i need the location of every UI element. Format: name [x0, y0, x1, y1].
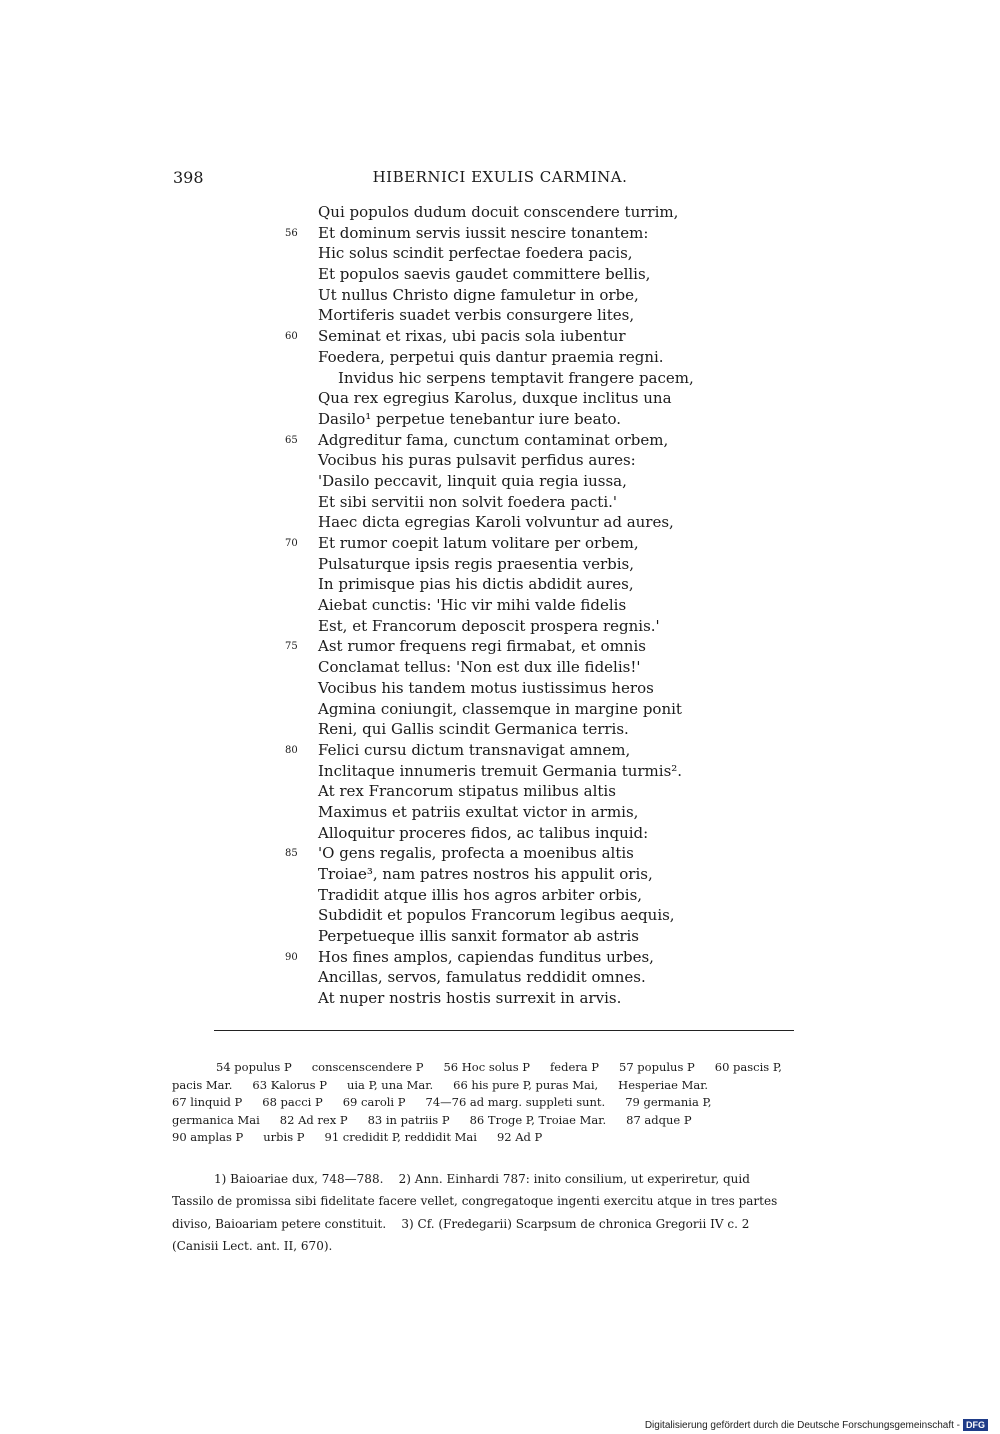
verse-text: 'O gens regalis, profecta a moenibus altis	[318, 844, 634, 863]
verse-text: Dasilo¹ perpetue tenebantur iure beato.	[318, 409, 622, 428]
verse-line	[318, 595, 738, 616]
verse-number: 80	[285, 744, 298, 756]
verse-line	[318, 905, 738, 926]
verse-line	[318, 202, 738, 223]
verse-line	[318, 885, 738, 906]
verse-text: Ast rumor frequens regi firmabat, et omnis	[318, 637, 646, 656]
dfg-logo: DFG	[963, 1419, 988, 1431]
apparatus-line	[172, 1059, 840, 1077]
verse-text: Est, et Francorum deposcit prospera regnis.'	[318, 616, 660, 635]
verse-number: 75	[285, 641, 298, 653]
verse-line	[318, 554, 738, 575]
apparatus-entry: 66 his pure P, puras Mai,	[453, 1077, 599, 1092]
footnote-line: 1) Baioariae dux, 748—788. 2) Ann. Einhardi 787: inito consilium, ut experiretur, quid	[214, 1172, 750, 1186]
verse-text: Ancillas, servos, famulatus reddidit omnes.	[318, 968, 646, 987]
apparatus-entry: 82 Ad rex P	[279, 1112, 348, 1127]
verse-line	[285, 223, 738, 244]
footnote-rule	[214, 1030, 794, 1031]
verse-text: Aiebat cunctis: 'Hic vir mihi valde fidelis	[318, 596, 627, 615]
verse-text: In primisque pias his dictis abdidit aures,	[318, 575, 634, 594]
verse-text: Perpetueque illis sanxit formator ab astris	[318, 927, 639, 946]
verse-number: 60	[285, 331, 298, 343]
verse-text: 'Dasilo peccavit, linquit quia regia iussa,	[318, 471, 627, 490]
verse-line	[318, 492, 738, 513]
verse-line	[318, 471, 738, 492]
verse-text: Et rumor coepit latum volitare per orbem,	[318, 534, 639, 552]
apparatus-entry: 60 pascis P,	[714, 1060, 782, 1074]
verse-line	[285, 430, 738, 451]
verse-line	[318, 699, 738, 720]
verse-text: Hic solus scindit perfectae foedera pacis,	[318, 244, 633, 263]
apparatus-entry: pacis Mar.	[172, 1077, 233, 1092]
apparatus-entry: 79 germania P,	[625, 1095, 712, 1110]
verse-number: 56	[285, 227, 298, 239]
verse-text: Pulsaturque ipsis regis praesentia verbis,	[318, 554, 634, 573]
poem-text	[285, 202, 738, 1009]
verse-text: Hos fines amplos, capiendas funditus urbes,	[318, 947, 654, 966]
verse-line	[318, 388, 738, 409]
apparatus-entry: 54 populus P	[216, 1060, 292, 1074]
apparatus-entry: 90 amplas P	[172, 1130, 244, 1145]
verse-line	[318, 243, 738, 264]
verse-text: Foedera, perpetui quis dantur praemia regni.	[318, 347, 664, 366]
verse-text: Troiae³, nam patres nostros his appulit oris,	[318, 865, 653, 883]
verse-text: Seminat et rixas, ubi pacis sola iubentur	[318, 327, 626, 346]
apparatus-entry: uia P, una Mar.	[346, 1077, 434, 1092]
apparatus-entry: 56 Hoc solus P	[443, 1060, 531, 1074]
verse-number: 70	[285, 538, 298, 549]
verse-text: Qui populos dudum docuit conscendere turrim,	[318, 203, 679, 221]
verse-number: 90	[285, 951, 298, 963]
verse-line	[318, 864, 738, 885]
digitization-credit	[645, 1419, 988, 1431]
verse-text: Agmina coniungit, classemque in margine ponit	[318, 699, 682, 718]
verse-line	[318, 657, 738, 678]
verse-text: Subdidit et populos Francorum legibus aequis,	[318, 906, 675, 925]
apparatus-line	[172, 1112, 840, 1130]
apparatus-entry: 69 caroli P	[342, 1095, 406, 1110]
verse-line	[318, 988, 738, 1009]
apparatus-entry: 87 adque P	[626, 1112, 692, 1127]
verse-line	[318, 264, 738, 285]
verse-text: Conclamat tellus: 'Non est dux ille fidelis!'	[318, 658, 641, 677]
apparatus-entry: federa P	[550, 1060, 600, 1074]
apparatus-entry: 92 Ad P	[496, 1130, 543, 1145]
footnote-line: Tassilo de promissa sibi fidelitate facere vellet, congregatoque ingenti exercitu atque in tres partes	[172, 1194, 778, 1209]
verse-line	[318, 761, 738, 782]
apparatus-entry: 63 Kalorus P	[252, 1077, 327, 1092]
verse-line	[318, 574, 738, 595]
verse-number: 65	[285, 434, 298, 446]
verse-text: Et populos saevis gaudet committere bellis,	[318, 265, 651, 284]
verse-text: Ut nullus Christo digne famuletur in orbe,	[318, 285, 639, 304]
apparatus-entry: 83 in patriis P	[367, 1112, 450, 1127]
apparatus-entry: germanica Mai	[172, 1112, 260, 1127]
verse-line	[285, 843, 738, 864]
page-number: 398	[173, 168, 204, 187]
verse-text: At nuper nostris hostis surrexit in arvis.	[318, 989, 622, 1008]
apparatus-entry: conscenscendere P	[311, 1060, 424, 1074]
verse-line	[285, 740, 738, 761]
verse-text: Et sibi servitii non solvit foedera pacti.'	[318, 492, 618, 511]
verse-line	[318, 616, 738, 637]
footnote-line: (Canisii Lect. ant. II, 670).	[172, 1238, 333, 1253]
footnote-line: diviso, Baioariam petere constituit. 3) Cf. (Fredegarii) Scarpsum de chronica Gregorii IV c. 2	[172, 1216, 750, 1231]
verse-line	[318, 802, 738, 823]
verse-line	[318, 926, 738, 947]
critical-apparatus	[172, 1059, 840, 1147]
verse-line	[285, 636, 738, 657]
verse-line	[318, 409, 738, 430]
verse-line	[318, 719, 738, 740]
verse-text: Qua rex egregius Karolus, duxque inclitus una	[318, 389, 672, 408]
verse-text: Adgreditur fama, cunctum contaminat orbem,	[318, 430, 669, 449]
verse-text: Haec dicta egregias Karoli volvuntur ad aures,	[318, 513, 674, 532]
verse-line	[318, 285, 738, 306]
verse-text: Et dominum servis iussit nescire tonantem:	[318, 223, 649, 242]
apparatus-entry: 67 linquid P	[172, 1095, 243, 1110]
running-title: HIBERNICI EXULIS CARMINA.	[372, 168, 628, 186]
apparatus-entry: 86 Troge P, Troiae Mar.	[469, 1112, 607, 1127]
verse-text: Reni, qui Gallis scindit Germanica terris.	[318, 720, 629, 739]
apparatus-line	[172, 1129, 840, 1147]
verse-number: 85	[285, 848, 298, 860]
apparatus-entry: 91 credidit P, reddidit Mai	[324, 1130, 477, 1145]
verse-line	[318, 967, 738, 988]
footnotes	[172, 1168, 840, 1257]
verse-line	[318, 347, 738, 368]
verse-line	[318, 823, 738, 844]
verse-text: Mortiferis suadet verbis consurgere lites,	[318, 306, 635, 325]
verse-line	[318, 781, 738, 802]
verse-text: Maximus et patriis exultat victor in armis,	[318, 802, 639, 821]
verse-text: Inclitaque innumeris tremuit Germania turmis².	[318, 761, 683, 780]
verse-text: Vocibus his puras pulsavit perfidus aures:	[318, 451, 636, 470]
verse-line	[318, 678, 738, 699]
verse-text: Vocibus his tandem motus iustissimus heros	[318, 678, 654, 697]
apparatus-entry: 57 populus P	[619, 1060, 695, 1074]
verse-line	[285, 947, 738, 968]
apparatus-line	[172, 1077, 840, 1095]
apparatus-entry: 68 pacci P	[262, 1095, 323, 1110]
apparatus-line	[172, 1094, 840, 1112]
apparatus-entry: 74—76 ad marg. suppleti sunt.	[425, 1095, 606, 1110]
verse-line	[318, 512, 738, 533]
credit-text: Digitalisierung gefördert durch die Deutsche Forschungsgemeinschaft -	[644, 1420, 960, 1431]
apparatus-entry: urbis P	[263, 1130, 305, 1145]
verse-text: Felici cursu dictum transnavigat amnem,	[318, 740, 631, 759]
verse-line	[318, 450, 738, 471]
verse-line	[285, 326, 738, 347]
apparatus-entry: Hesperiae Mar.	[618, 1077, 709, 1092]
verse-line	[285, 533, 738, 554]
verse-text: At rex Francorum stipatus milibus altis	[318, 782, 616, 801]
verse-text: Invidus hic serpens temptavit frangere pacem,	[338, 368, 694, 387]
verse-line	[318, 368, 738, 389]
verse-text: Alloquitur proceres fidos, ac talibus inquid:	[318, 823, 649, 842]
verse-line	[318, 305, 738, 326]
verse-text: Tradidit atque illis hos agros arbiter orbis,	[318, 885, 643, 904]
